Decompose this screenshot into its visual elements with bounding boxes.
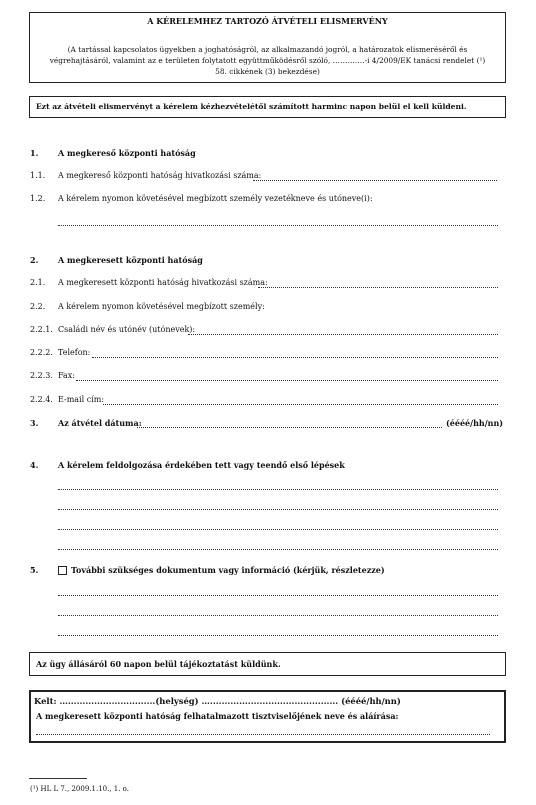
section-2-number: 2.	[30, 255, 39, 265]
date-format-hint: (éééé/hh/nn)	[446, 418, 504, 428]
section-5-title: További szükséges dokumentum vagy információ (kérjük, részletezze)	[71, 565, 385, 575]
item-2-2-1-number: 2.2.1.	[30, 325, 53, 334]
legal-basis-line-1: (A tartással kapcsolatos ügyekben a joghatóságról, az alkalmazandó jogról, a határozatok elismeréséről és	[67, 45, 468, 54]
item-2-1-label: A megkeresett központi hatóság hivatkozási száma:	[58, 278, 268, 287]
requesting-contact-name-field[interactable]	[58, 224, 498, 226]
item-2-2-number: 2.2.	[30, 302, 46, 311]
item-1-2-label: A kérelem nyomon követésével megbízott személy vezetékneve és utóneve(i):	[58, 194, 373, 203]
status-notice: Az ügy állásáról 60 napon belül tájékoztatást küldünk.	[36, 659, 281, 669]
section-4-number: 4.	[30, 460, 39, 470]
email-field[interactable]	[103, 403, 498, 405]
item-1-1-number: 1.1.	[30, 171, 46, 180]
item-2-1-number: 2.1.	[30, 278, 46, 287]
official-signature-label: A megkeresett központi hatóság felhatalmazott tisztviselőjének neve és aláírása:	[36, 711, 399, 721]
telephone-field[interactable]	[92, 356, 498, 358]
legal-basis-line-3: 58. cikkének (3) bekezdése)	[215, 67, 320, 76]
requesting-reference-field[interactable]	[253, 179, 497, 181]
section-3-number: 3.	[30, 418, 39, 428]
official-signature-field[interactable]	[36, 733, 490, 735]
done-at-line[interactable]: Kelt: …..............................(helység) …............................................ (éééé/hh/nn)	[34, 696, 401, 706]
item-2-2-2-label: Telefon:	[58, 348, 91, 357]
requested-reference-field[interactable]	[258, 286, 498, 288]
section-1-title: A megkereső központi hatóság	[58, 148, 196, 158]
item-2-2-4-label: E-mail cím:	[58, 395, 105, 404]
item-2-2-4-number: 2.2.4.	[30, 395, 53, 404]
item-1-1-label: A megkereső központi hatóság hivatkozási száma:	[58, 171, 262, 180]
page-title: A KÉRELEMHEZ TARTOZÓ ÁTVÉTELI ELISMERVÉNY	[147, 16, 388, 26]
footnote-divider	[29, 778, 87, 779]
section-4-title: A kérelem feldolgozása érdekében tett vagy teendő első lépések	[58, 460, 345, 470]
date-of-receipt-field[interactable]	[137, 426, 442, 428]
item-2-2-2-number: 2.2.2.	[30, 348, 53, 357]
legal-basis-line-2: végrehajtásáról, valamint az e területen folytatott együttműködésről szóló, ………….-i 4/2009/EK tanácsi rendelet (¹)	[49, 56, 486, 65]
item-2-2-3-label: Fax:	[58, 371, 75, 380]
first-steps-line-2[interactable]	[58, 508, 498, 510]
further-info-line-2[interactable]	[58, 614, 498, 616]
item-2-2-1-label: Családi név és utónév (utónevek):	[58, 325, 196, 334]
footnote: (¹) HL L 7., 2009.1.10., 1. o.	[30, 785, 129, 793]
deadline-notice: Ezt az átvételi elismervényt a kérelem kézhezvételétől számított harminc napon belül el kell küldeni.	[36, 102, 467, 111]
item-1-2-number: 1.2.	[30, 194, 46, 203]
first-steps-line-3[interactable]	[58, 528, 498, 530]
fax-field[interactable]	[76, 379, 498, 381]
further-info-line-1[interactable]	[58, 594, 498, 596]
section-2-title: A megkeresett központi hatóság	[58, 255, 203, 265]
date-of-receipt-label: Az átvétel dátuma:	[58, 418, 142, 428]
item-2-2-label: A kérelem nyomon követésével megbízott személy:	[58, 302, 265, 311]
item-2-2-3-number: 2.2.3.	[30, 371, 53, 380]
first-steps-line-4[interactable]	[58, 548, 498, 550]
further-documents-checkbox[interactable]	[58, 566, 67, 575]
contact-name-field[interactable]	[188, 333, 498, 335]
section-1-number: 1.	[30, 148, 39, 158]
section-5-number: 5.	[30, 565, 39, 575]
further-info-line-3[interactable]	[58, 634, 498, 636]
first-steps-line-1[interactable]	[58, 488, 498, 490]
